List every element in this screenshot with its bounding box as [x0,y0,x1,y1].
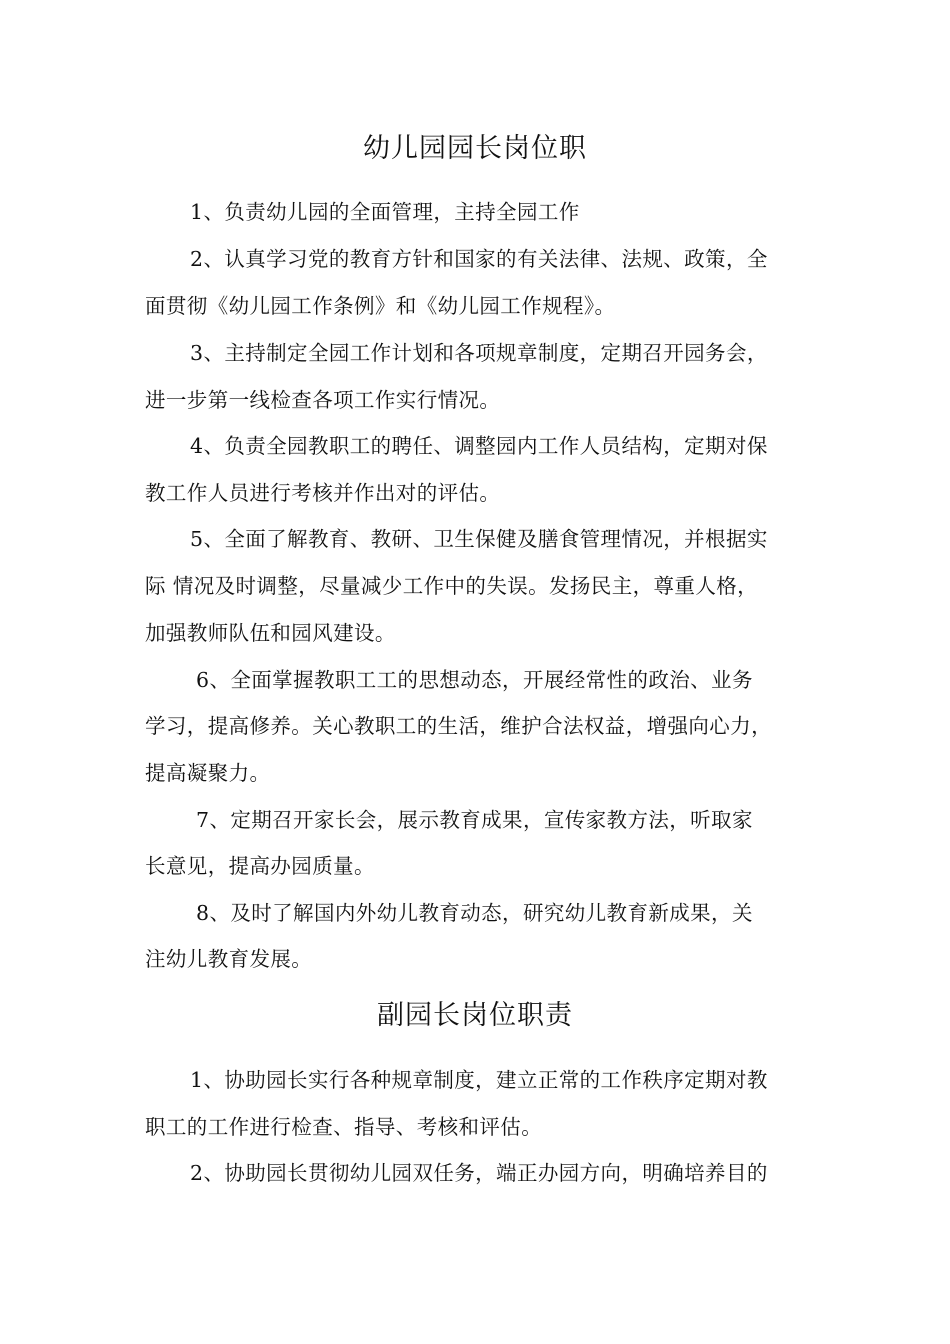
paragraph-line: 2、认真学习党的教育方针和国家的有关法律、法规、政策，全 [190,247,768,271]
paragraph-line: 面贯彻《幼儿园工作条例》和《幼儿园工作规程》。 [145,294,616,318]
paragraph-line: 6、全面掌握教职工工的思想动态，开展经常性的政治、业务 [196,668,753,692]
paragraph-line: 7、定期召开家长会，展示教育成果，宣传家教方法，听取家 [196,808,753,832]
paragraph-line: 4、负责全园教职工的聘任、调整园内工作人员结构，定期对保 [190,434,768,458]
section-title-deputy: 副园长岗位职责 [377,1000,573,1031]
section-title-director: 幼儿园园长岗位职 [363,133,587,164]
paragraph-line: 1、负责幼儿园的全面管理，主持全园工作 [190,200,580,224]
paragraph-line: 教工作人员进行考核并作出对的评估。 [145,481,501,505]
paragraph-line: 3、主持制定全园工作计划和各项规章制度，定期召开园务会， [190,341,768,365]
paragraph-line: 注幼儿教育发展。 [145,947,313,971]
paragraph-line: 职工的工作进行检查、指导、考核和评估。 [145,1115,543,1139]
paragraph-line: 提高凝聚力。 [145,761,271,785]
paragraph-line: 1、协助园长实行各种规章制度，建立正常的工作秩序定期对教 [190,1068,768,1092]
paragraph-line: 2、协助园长贯彻幼儿园双任务，端正办园方向，明确培养目的 [190,1161,768,1185]
paragraph-line: 8、及时了解国内外幼儿教育动态，研究幼儿教育新成果，关 [196,901,753,925]
paragraph-line: 5、全面了解教育、教研、卫生保健及膳食管理情况，并根据实 [190,527,768,551]
paragraph-line: 长意见，提高办园质量。 [145,854,375,878]
paragraph-line: 进一步第一线检查各项工作实行情况。 [145,388,501,412]
paragraph-line: 学习，提高修养。关心教职工的生活，维护合法权益，增强向心力， [145,714,772,738]
paragraph-line: 加强教师队伍和园风建设。 [145,621,396,645]
paragraph-line: 际 情况及时调整，尽量减少工作中的失误。发扬民主，尊重人格， [145,574,759,598]
